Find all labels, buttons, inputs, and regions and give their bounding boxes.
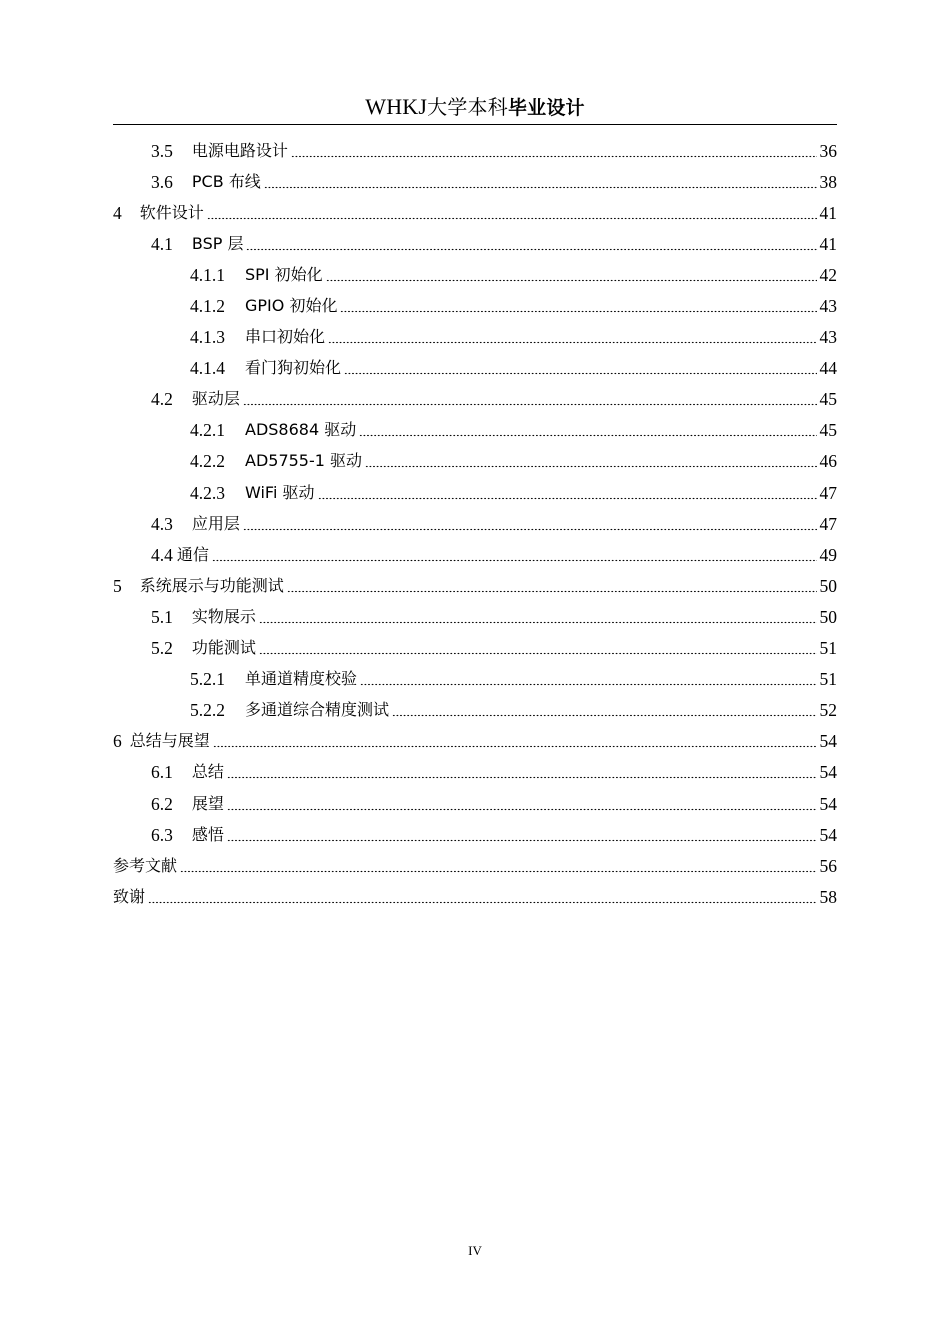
- toc-entry[interactable]: [113, 601, 837, 632]
- toc-entry[interactable]: [113, 539, 837, 570]
- toc-dot-leader: [344, 358, 816, 378]
- toc-entry-page: 42: [819, 264, 837, 285]
- toc-dot-leader: [180, 856, 816, 876]
- toc-dot-leader: [328, 327, 816, 347]
- toc-entry-title: 感悟: [191, 824, 224, 844]
- toc-entry-title: SPI 初始化: [245, 264, 323, 284]
- toc-entry-page: 38: [819, 171, 837, 192]
- toc-entry[interactable]: [113, 259, 837, 290]
- toc-entry-title: 系统展示与功能测试: [139, 575, 284, 595]
- toc-entry-page: 47: [819, 482, 837, 503]
- toc-entry-page: 54: [819, 824, 837, 845]
- toc-entry-page: 36: [819, 140, 837, 161]
- toc-dot-leader: [264, 172, 817, 192]
- toc-dot-leader: [212, 545, 817, 565]
- toc-dot-leader: [259, 607, 817, 627]
- toc-entry-page: 41: [819, 233, 837, 254]
- toc-entry-number: 5: [113, 575, 122, 596]
- header-title: [365, 94, 585, 119]
- toc-dot-leader: [340, 296, 816, 316]
- toc-entry[interactable]: [113, 757, 837, 788]
- toc-entry-page: 46: [819, 451, 837, 472]
- toc-entry-page: 41: [819, 202, 837, 223]
- toc-entry[interactable]: [113, 197, 837, 228]
- toc-dot-leader: [318, 483, 817, 503]
- toc-entry-title: 总结: [191, 762, 224, 782]
- toc-entry[interactable]: [113, 290, 837, 321]
- toc-entry-number: 5.2: [151, 638, 173, 659]
- toc-entry-page: 50: [819, 606, 837, 627]
- header-title-plain: 大学本科: [427, 95, 508, 119]
- toc-entry[interactable]: [113, 664, 837, 695]
- toc-dot-leader: [213, 731, 817, 751]
- toc-entry-title: 应用层: [191, 513, 240, 533]
- page-number: IV: [468, 1243, 482, 1258]
- toc-dot-leader: [207, 203, 817, 223]
- toc-dot-leader: [243, 389, 817, 409]
- toc-entry-number: 4.2.1: [190, 420, 225, 441]
- toc-entry[interactable]: [113, 788, 837, 819]
- toc-dot-leader: [227, 762, 817, 782]
- toc-entry-page: 43: [819, 296, 837, 317]
- toc-dot-leader: [259, 638, 817, 658]
- toc-entry[interactable]: [113, 881, 837, 912]
- toc-entry[interactable]: [113, 695, 837, 726]
- toc-entry-page: 54: [819, 762, 837, 783]
- toc-entry[interactable]: [113, 415, 837, 446]
- toc-entry-title: GPIO 初始化: [245, 296, 338, 316]
- toc-entry-page: 45: [819, 420, 837, 441]
- toc-entry-number: 6: [113, 731, 122, 752]
- toc-dot-leader: [392, 700, 816, 720]
- toc-entry-number: 4: [113, 202, 122, 223]
- toc-entry-title: ADS8684 驱动: [245, 420, 357, 440]
- toc-entry-number: 5.1: [151, 606, 173, 627]
- toc-entry-title: 软件设计: [139, 202, 204, 222]
- toc-entry[interactable]: [113, 446, 837, 477]
- toc-dot-leader: [359, 420, 816, 440]
- toc-entry[interactable]: [113, 570, 837, 601]
- toc-entry-title: AD5755-1 驱动: [245, 451, 363, 471]
- toc-entry[interactable]: [113, 228, 837, 259]
- toc-entry-page: 52: [819, 700, 837, 721]
- toc-entry-title: BSP 层: [191, 233, 244, 253]
- toc-entry-number: 4.1.1: [190, 264, 225, 285]
- toc-entry[interactable]: [113, 508, 837, 539]
- toc-entry-title: 电源电路设计: [191, 140, 288, 160]
- toc-entry[interactable]: [113, 633, 837, 664]
- toc-dot-leader: [326, 265, 817, 285]
- toc-entry-number: 4.2.2: [190, 451, 225, 472]
- toc-entry-number: 3.6: [151, 171, 173, 192]
- toc-entry-number: 4.1.2: [190, 296, 225, 317]
- toc-entry[interactable]: [113, 135, 837, 166]
- toc-entry-number: 3.5: [151, 140, 173, 161]
- toc-entry[interactable]: [113, 819, 837, 850]
- toc-entry-title: 通信: [176, 544, 209, 564]
- toc-dot-leader: [227, 825, 817, 845]
- toc-dot-leader: [291, 141, 817, 161]
- toc-entry-page: 56: [819, 855, 837, 876]
- page-header: [113, 90, 837, 125]
- table-of-contents: [113, 135, 837, 912]
- toc-dot-leader: [365, 451, 816, 471]
- toc-entry[interactable]: [113, 726, 837, 757]
- toc-entry[interactable]: [113, 166, 837, 197]
- toc-entry-number: 4.3: [151, 513, 173, 534]
- toc-entry-number: 4.1.3: [190, 327, 225, 348]
- toc-entry-title: 实物展示: [191, 606, 256, 626]
- toc-entry-title: 单通道精度校验: [245, 669, 358, 689]
- toc-entry-number: 4.2.3: [190, 482, 225, 503]
- toc-dot-leader: [360, 669, 816, 689]
- toc-entry[interactable]: [113, 322, 837, 353]
- toc-entry-title: 功能测试: [191, 638, 256, 658]
- toc-entry-number: 5.2.2: [190, 700, 225, 721]
- toc-entry-page: 43: [819, 327, 837, 348]
- toc-entry-title: 致谢: [113, 886, 146, 906]
- toc-dot-leader: [287, 576, 817, 596]
- toc-entry-number: 4.1.4: [190, 358, 225, 379]
- toc-entry-number: 6.3: [151, 824, 173, 845]
- toc-dot-leader: [148, 887, 816, 907]
- toc-entry-page: 44: [819, 358, 837, 379]
- toc-entry-page: 50: [819, 575, 837, 596]
- toc-entry-number: 6.1: [151, 762, 173, 783]
- toc-entry-page: 47: [819, 513, 837, 534]
- toc-entry-number: 4.2: [151, 389, 173, 410]
- toc-entry-page: 51: [819, 638, 837, 659]
- toc-entry-number: 6.2: [151, 793, 173, 814]
- toc-entry-page: 58: [819, 886, 837, 907]
- toc-entry-title: 多通道综合精度测试: [245, 700, 390, 720]
- toc-entry-title: 参考文献: [113, 855, 178, 875]
- toc-entry-title: 总结与展望: [129, 731, 210, 751]
- toc-entry-title: PCB 布线: [191, 171, 261, 191]
- toc-dot-leader: [246, 234, 816, 254]
- toc-entry-title: 串口初始化: [245, 327, 326, 347]
- toc-dot-leader: [243, 514, 817, 534]
- toc-entry-title: 展望: [191, 793, 224, 813]
- toc-dot-leader: [227, 794, 817, 814]
- toc-entry-page: 45: [819, 389, 837, 410]
- toc-entry-title: 看门狗初始化: [245, 358, 342, 378]
- toc-entry-page: 49: [819, 544, 837, 565]
- toc-entry-number: 5.2.1: [190, 669, 225, 690]
- toc-entry-page: 54: [819, 793, 837, 814]
- toc-entry-title: WiFi 驱动: [245, 482, 315, 502]
- toc-entry[interactable]: [113, 477, 837, 508]
- header-title-bold: 毕业设计: [507, 97, 585, 119]
- toc-entry[interactable]: [113, 384, 837, 415]
- toc-entry-number: 4.4: [151, 544, 173, 565]
- toc-entry-page: 54: [819, 731, 837, 752]
- toc-entry[interactable]: [113, 850, 837, 881]
- header-title-prefix: WHKJ: [365, 94, 428, 119]
- toc-entry[interactable]: [113, 353, 837, 384]
- toc-entry-title: 驱动层: [191, 389, 240, 409]
- toc-entry-page: 51: [819, 669, 837, 690]
- toc-entry-number: 4.1: [151, 233, 173, 254]
